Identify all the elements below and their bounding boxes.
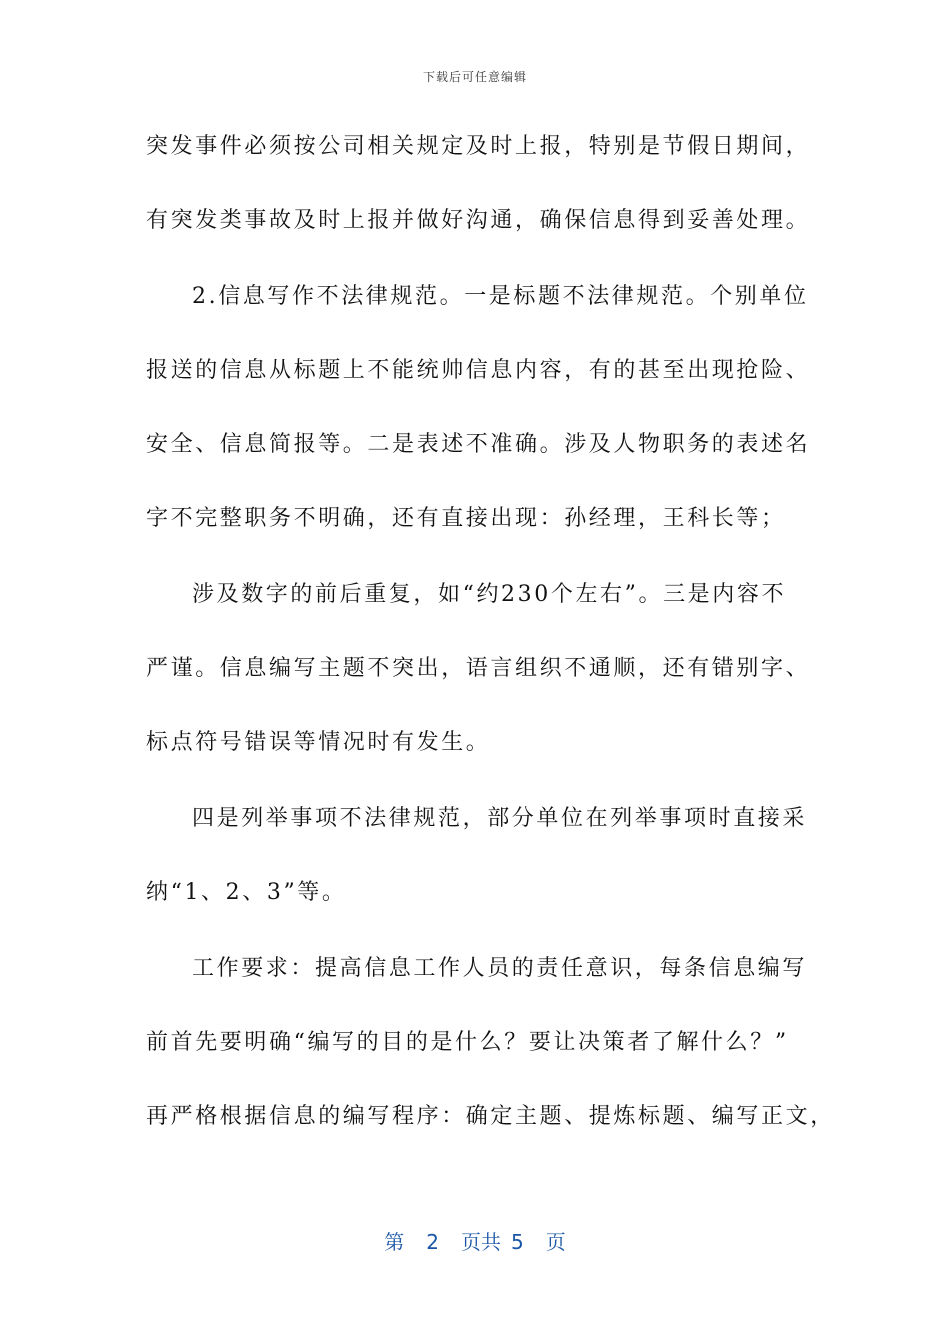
- current-page-number: 2: [426, 1230, 439, 1254]
- footer-middle: 页共: [461, 1230, 501, 1254]
- body-line: 报送的信息从标题上不能统帅信息内容，有的甚至出现抢险、: [146, 358, 811, 383]
- body-line: 纳“1、2、3”等。: [146, 880, 347, 905]
- total-pages-number: 5: [511, 1230, 524, 1254]
- body-line: 涉及数字的前后重复，如“约230个左右”。三是内容不: [192, 582, 787, 607]
- page-header-note: 下载后可任意编辑: [422, 70, 527, 84]
- body-line: 有突发类事故及时上报并做好沟通，确保信息得到妥善处理。: [146, 208, 811, 233]
- footer-suffix: 页: [545, 1230, 566, 1254]
- page-number-footer: [0, 1226, 950, 1255]
- body-line: 工作要求：提高信息工作人员的责任意识，每条信息编写: [192, 956, 808, 981]
- body-line: 突发事件必须按公司相关规定及时上报，特别是节假日期间，: [146, 134, 811, 159]
- footer-prefix: 第: [384, 1230, 405, 1254]
- body-line: 2.信息写作不法律规范。一是标题不法律规范。个别单位: [192, 284, 809, 309]
- body-line: 前首先要明确“编写的目的是什么？要让决策者了解什么？”: [146, 1030, 789, 1055]
- body-line: 再严格根据信息的编写程序：确定主题、提炼标题、编写正文，: [146, 1104, 835, 1129]
- body-line: 四是列举事项不法律规范，部分单位在列举事项时直接采: [192, 806, 808, 831]
- body-line: 标点符号错误等情况时有发生。: [146, 730, 491, 755]
- body-line: 严谨。信息编写主题不突出，语言组织不通顺，还有错别字、: [146, 656, 811, 681]
- body-line: 字不完整职务不明确，还有直接出现：孙经理，王科长等；: [146, 506, 786, 531]
- body-line: 安全、信息简报等。二是表述不准确。涉及人物职务的表述名: [146, 432, 811, 457]
